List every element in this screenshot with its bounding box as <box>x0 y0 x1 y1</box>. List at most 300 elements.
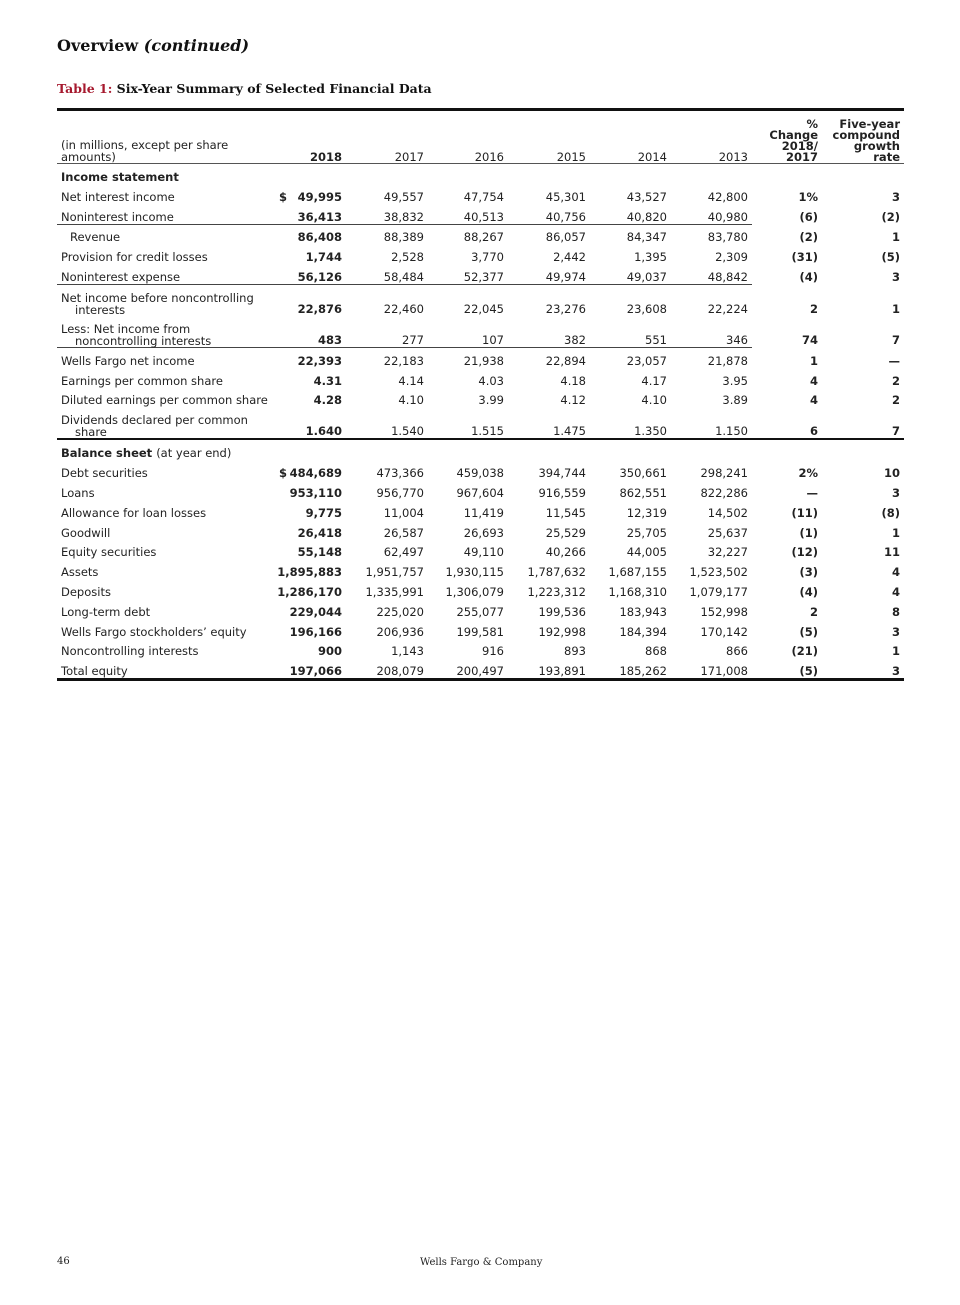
value-cell <box>508 559 590 579</box>
value-cell <box>671 599 752 619</box>
percent-change: (12) <box>791 545 818 560</box>
value-cell <box>590 264 671 284</box>
table-row <box>57 559 904 579</box>
value-cell <box>346 639 428 659</box>
value-text: 22,876 <box>297 301 342 316</box>
value-text: 967,604 <box>456 485 504 500</box>
row-label-text: Provision for credit losses <box>61 250 208 265</box>
value-cell <box>671 540 752 560</box>
value-cell <box>671 460 752 480</box>
value-cell <box>346 460 428 480</box>
value-text: 4.12 <box>560 393 586 408</box>
value-cell <box>428 244 508 264</box>
value-text: 11,545 <box>545 505 586 520</box>
value-text: 1,079,177 <box>689 584 748 599</box>
value-cell <box>428 316 508 348</box>
row-label-text: Wells Fargo stockholders’ equity <box>61 624 247 639</box>
percent-change: (4) <box>799 584 818 599</box>
value-text: 298,241 <box>700 466 748 481</box>
value-text: 25,705 <box>626 525 667 540</box>
value-cell <box>590 368 671 388</box>
value-text: 22,460 <box>383 301 424 316</box>
value-cell <box>590 480 671 500</box>
value-text: 956,770 <box>376 485 424 500</box>
value-cell <box>508 619 590 639</box>
row-label-continued: noncontrolling interests <box>75 333 212 348</box>
value-cell <box>508 184 590 204</box>
value-text: 862,551 <box>619 485 667 500</box>
percent-change: (5) <box>799 624 818 639</box>
currency-symbol: $ <box>279 466 288 481</box>
growth-rate: 3 <box>891 189 900 204</box>
heading-main: Overview <box>57 36 139 55</box>
value-text: 26,587 <box>383 525 424 540</box>
value-2018 <box>265 347 346 367</box>
value-text: 1,787,632 <box>527 565 586 580</box>
value-text: 192,998 <box>538 624 586 639</box>
value-text: 22,393 <box>297 353 342 368</box>
table-row <box>57 264 904 284</box>
value-text: 25,529 <box>545 525 586 540</box>
value-cell <box>346 264 428 284</box>
value-cell <box>508 658 590 679</box>
value-cell <box>590 658 671 679</box>
value-cell <box>508 264 590 284</box>
value-cell <box>508 347 590 367</box>
value-text: 84,347 <box>626 230 667 245</box>
value-cell <box>590 500 671 520</box>
section-title <box>57 439 904 460</box>
value-cell <box>508 599 590 619</box>
value-cell <box>346 347 428 367</box>
value-text: 206,936 <box>376 624 424 639</box>
row-label-text: Net income before noncontrolling <box>61 290 254 305</box>
value-2018 <box>265 264 346 284</box>
value-2018 <box>265 520 346 540</box>
table-row <box>57 184 904 204</box>
value-text: 953,110 <box>289 485 342 500</box>
value-cell <box>428 460 508 480</box>
row-label-text: Deposits <box>61 584 111 599</box>
row-label-text: Noninterest expense <box>61 269 181 284</box>
table-row <box>57 658 904 679</box>
value-text: 56,126 <box>297 269 342 284</box>
value-cell <box>671 619 752 639</box>
value-text: 40,266 <box>545 545 586 560</box>
value-cell <box>346 204 428 224</box>
row-label <box>57 500 265 520</box>
row-label-text: Assets <box>61 565 99 580</box>
value-text: 22,045 <box>463 301 504 316</box>
table-row <box>57 520 904 540</box>
table-title-text: Six-Year Summary of Selected Financial Data <box>116 81 432 96</box>
value-cell <box>590 224 671 244</box>
value-cell <box>346 368 428 388</box>
growth-rate: 11 <box>883 545 900 560</box>
value-cell <box>508 480 590 500</box>
value-text: 196,166 <box>289 624 342 639</box>
value-text: 88,389 <box>383 230 424 245</box>
value-text: 551 <box>645 332 667 347</box>
value-cell <box>590 204 671 224</box>
value-text: 22,224 <box>707 301 748 316</box>
table-row <box>57 204 904 224</box>
page-heading <box>57 36 249 55</box>
value-cell <box>590 599 671 619</box>
row-label <box>57 204 265 224</box>
table-row <box>57 500 904 520</box>
value-text: 1,895,883 <box>277 565 342 580</box>
value-2018 <box>265 204 346 224</box>
value-text: 23,276 <box>545 301 586 316</box>
row-label <box>57 264 265 284</box>
value-cell <box>671 407 752 439</box>
row-label <box>57 184 265 204</box>
value-text: 36,413 <box>297 209 342 224</box>
value-cell <box>671 204 752 224</box>
value-text: 26,693 <box>463 525 504 540</box>
value-cell <box>428 224 508 244</box>
value-text: 473,366 <box>376 466 424 481</box>
table-row <box>57 480 904 500</box>
value-cell <box>508 388 590 408</box>
table-row <box>57 579 904 599</box>
value-text: 152,998 <box>700 604 748 619</box>
value-cell <box>346 388 428 408</box>
percent-change: 2 <box>809 604 818 619</box>
percent-change: (2) <box>799 230 818 245</box>
value-cell <box>508 500 590 520</box>
value-cell <box>590 407 671 439</box>
table-row <box>57 368 904 388</box>
row-label-text: Net interest income <box>61 189 175 204</box>
row-label <box>57 559 265 579</box>
value-cell <box>590 388 671 408</box>
row-label-text: Less: Net income from <box>61 321 191 336</box>
value-text: 4.18 <box>560 373 586 388</box>
value-text: 32,227 <box>707 545 748 560</box>
value-text: 21,878 <box>707 353 748 368</box>
value-2018 <box>265 388 346 408</box>
value-text: 3.95 <box>722 373 748 388</box>
growth-rate: (2) <box>881 210 900 225</box>
row-label <box>57 520 265 540</box>
header-year: 2018 <box>309 150 342 164</box>
value-text: 107 <box>482 332 504 347</box>
value-text: 1,951,757 <box>365 565 424 580</box>
row-label-text: Long-term debt <box>61 604 151 619</box>
value-text: 11,004 <box>383 505 424 520</box>
table-label: Table 1: <box>57 81 113 96</box>
value-text: 483 <box>317 332 342 347</box>
header-year: 2013 <box>718 150 748 164</box>
value-text: 25,637 <box>707 525 748 540</box>
value-2018 <box>265 368 346 388</box>
value-cell <box>346 284 428 316</box>
value-cell <box>346 500 428 520</box>
value-cell <box>508 204 590 224</box>
value-text: 200,497 <box>456 664 504 679</box>
section-header-row <box>57 164 904 185</box>
row-label <box>57 599 265 619</box>
table-row <box>57 540 904 560</box>
percent-change: 2% <box>798 466 818 481</box>
growth-rate: 8 <box>891 604 900 619</box>
header-growth-rate: Five-year compound growth rate <box>832 117 900 164</box>
value-text: 40,980 <box>707 209 748 224</box>
value-text: 43,527 <box>626 189 667 204</box>
value-text: 14,502 <box>707 505 748 520</box>
value-text: 277 <box>402 332 424 347</box>
value-text: 9,775 <box>305 505 342 520</box>
value-text: 26,418 <box>297 525 342 540</box>
value-text: 1.640 <box>305 424 342 439</box>
growth-rate: 4 <box>891 584 900 599</box>
value-text: 346 <box>726 332 748 347</box>
value-cell <box>346 480 428 500</box>
growth-rate: 7 <box>891 333 900 348</box>
value-cell <box>671 480 752 500</box>
page-number: 46 <box>57 1256 70 1267</box>
row-label-text: Dividends declared per common <box>61 413 248 428</box>
value-cell <box>508 579 590 599</box>
value-cell <box>428 520 508 540</box>
growth-rate: 3 <box>822 658 904 679</box>
growth-rate: 1 <box>891 301 900 316</box>
percent-change: (11) <box>791 505 818 520</box>
value-cell <box>590 540 671 560</box>
section-title-text: Balance sheet <box>61 446 153 461</box>
growth-rate: 1 <box>891 525 900 540</box>
table-row <box>57 599 904 619</box>
value-cell <box>671 184 752 204</box>
value-cell <box>346 520 428 540</box>
percent-change: (1) <box>799 525 818 540</box>
value-text: 47,754 <box>463 189 504 204</box>
row-label <box>57 639 265 659</box>
row-label-text: Equity securities <box>61 545 157 560</box>
value-cell <box>590 619 671 639</box>
value-cell <box>428 284 508 316</box>
value-cell <box>508 244 590 264</box>
section-title-note: (at year end) <box>156 446 232 461</box>
value-2018 <box>265 284 346 316</box>
percent-change: 2 <box>809 301 818 316</box>
value-text: 3.89 <box>722 393 748 408</box>
value-2018 <box>265 579 346 599</box>
value-cell <box>590 184 671 204</box>
value-text: 171,008 <box>700 664 748 679</box>
footer-company: Wells Fargo & Company <box>420 1257 543 1268</box>
row-label <box>57 579 265 599</box>
value-text: 1,168,310 <box>608 584 667 599</box>
value-2018 <box>265 658 346 679</box>
value-text: 893 <box>564 644 586 659</box>
value-2018 <box>265 559 346 579</box>
value-text: 900 <box>317 644 342 659</box>
heading-continued: (continued) <box>143 36 250 55</box>
value-2018 <box>265 460 346 480</box>
value-cell <box>590 244 671 264</box>
row-label-text: Goodwill <box>61 525 111 540</box>
value-text: 4.14 <box>398 373 424 388</box>
value-text: 1,687,155 <box>608 565 667 580</box>
value-cell <box>346 244 428 264</box>
value-text: 1.540 <box>391 424 424 439</box>
value-cell <box>671 347 752 367</box>
value-text: 193,891 <box>538 664 586 679</box>
value-text: 49,037 <box>626 269 667 284</box>
percent-change: (4) <box>799 270 818 285</box>
value-cell <box>428 204 508 224</box>
value-cell <box>590 520 671 540</box>
row-label <box>57 388 268 408</box>
value-text: 3.99 <box>478 393 504 408</box>
growth-rate: 3 <box>891 485 900 500</box>
value-text: 38,832 <box>383 209 424 224</box>
percent-change: 4 <box>809 393 818 408</box>
row-label <box>57 480 265 500</box>
value-cell <box>671 316 752 348</box>
value-cell <box>346 316 428 348</box>
value-text: 350,661 <box>619 466 667 481</box>
value-2018 <box>265 480 346 500</box>
value-text: 484,689 <box>289 466 342 481</box>
row-label <box>57 460 265 480</box>
table-row <box>57 388 904 408</box>
header-percent-change: % Change 2018/ 2017 <box>769 117 818 164</box>
value-cell <box>346 540 428 560</box>
value-text: 1.475 <box>553 424 586 439</box>
currency-symbol: $ <box>279 189 288 204</box>
header-description: (in millions, except per share amounts) <box>61 138 229 164</box>
value-cell <box>590 347 671 367</box>
value-text: 49,995 <box>297 189 342 204</box>
row-label <box>57 619 265 639</box>
table-row <box>57 639 904 659</box>
row-label-text: Wells Fargo net income <box>61 353 195 368</box>
row-label-text: Loans <box>61 485 95 500</box>
value-cell <box>590 579 671 599</box>
growth-rate: 7 <box>891 424 900 439</box>
value-text: 55,148 <box>297 545 342 560</box>
header-year: 2016 <box>474 150 504 164</box>
value-text: 2,309 <box>715 250 748 265</box>
value-cell <box>428 388 508 408</box>
value-text: 185,262 <box>619 664 667 679</box>
percent-change: 4 <box>809 373 818 388</box>
value-text: 4.10 <box>641 393 667 408</box>
row-label-text: Noncontrolling interests <box>61 644 199 659</box>
value-cell <box>671 388 752 408</box>
value-text: 22,894 <box>545 353 586 368</box>
value-text: 62,497 <box>383 545 424 560</box>
value-text: 183,943 <box>619 604 667 619</box>
table-row <box>57 244 904 264</box>
growth-rate: 3 <box>891 624 900 639</box>
table-row <box>57 460 904 480</box>
value-text: 40,756 <box>545 209 586 224</box>
section-header-row <box>57 439 904 460</box>
table-row <box>57 347 904 367</box>
growth-rate: 10 <box>883 466 900 481</box>
value-cell <box>508 368 590 388</box>
value-text: 88,267 <box>463 230 504 245</box>
value-cell <box>508 460 590 480</box>
value-cell <box>671 500 752 520</box>
growth-rate: 2 <box>891 373 900 388</box>
value-cell <box>508 316 590 348</box>
value-cell <box>508 407 590 439</box>
header-year: 2015 <box>556 150 586 164</box>
value-cell <box>671 284 752 316</box>
value-text: 866 <box>726 644 748 659</box>
value-text: 42,800 <box>707 189 748 204</box>
value-text: 2,442 <box>553 250 586 265</box>
row-label <box>57 368 265 388</box>
value-text: 40,513 <box>463 209 504 224</box>
row-label <box>57 284 265 316</box>
value-cell <box>428 184 508 204</box>
value-2018 <box>265 599 346 619</box>
value-cell <box>428 264 508 284</box>
section-title-text: Income statement <box>61 170 179 184</box>
value-text: 2,528 <box>391 250 424 265</box>
percent-change: 74 <box>801 333 818 348</box>
table-row <box>57 619 904 639</box>
value-2018 <box>265 407 346 439</box>
row-label-text: Revenue <box>70 230 121 245</box>
value-cell <box>671 520 752 540</box>
value-text: 11,419 <box>463 505 504 520</box>
value-text: 12,319 <box>626 505 667 520</box>
value-cell <box>428 639 508 659</box>
value-text: 48,842 <box>707 269 748 284</box>
value-cell <box>508 520 590 540</box>
value-text: 1,744 <box>305 250 342 265</box>
value-text: 822,286 <box>700 485 748 500</box>
value-cell <box>428 347 508 367</box>
value-text: 1.150 <box>715 424 748 439</box>
value-text: 197,066 <box>289 664 342 679</box>
row-label-continued: interests <box>75 302 126 317</box>
value-text: 3,770 <box>471 250 504 265</box>
value-cell <box>428 599 508 619</box>
value-text: 4.10 <box>398 393 424 408</box>
value-text: 58,484 <box>383 269 424 284</box>
value-cell <box>590 639 671 659</box>
section-title <box>57 164 904 185</box>
growth-rate: 4 <box>891 565 900 580</box>
value-cell <box>346 559 428 579</box>
row-label <box>57 540 265 560</box>
percent-change: 1 <box>809 353 818 368</box>
value-cell <box>428 540 508 560</box>
value-text: 52,377 <box>463 269 504 284</box>
value-cell <box>428 407 508 439</box>
value-cell <box>346 224 428 244</box>
row-label-text: Total equity <box>61 664 128 679</box>
value-text: 916,559 <box>538 485 586 500</box>
percent-change: 1% <box>798 189 818 204</box>
table-row <box>57 224 904 244</box>
row-label-continued: share <box>75 425 107 440</box>
value-text: 49,974 <box>545 269 586 284</box>
header-year: 2014 <box>637 150 667 164</box>
value-text: 86,057 <box>545 230 586 245</box>
table-title <box>57 81 432 96</box>
value-text: 1,335,991 <box>365 584 424 599</box>
